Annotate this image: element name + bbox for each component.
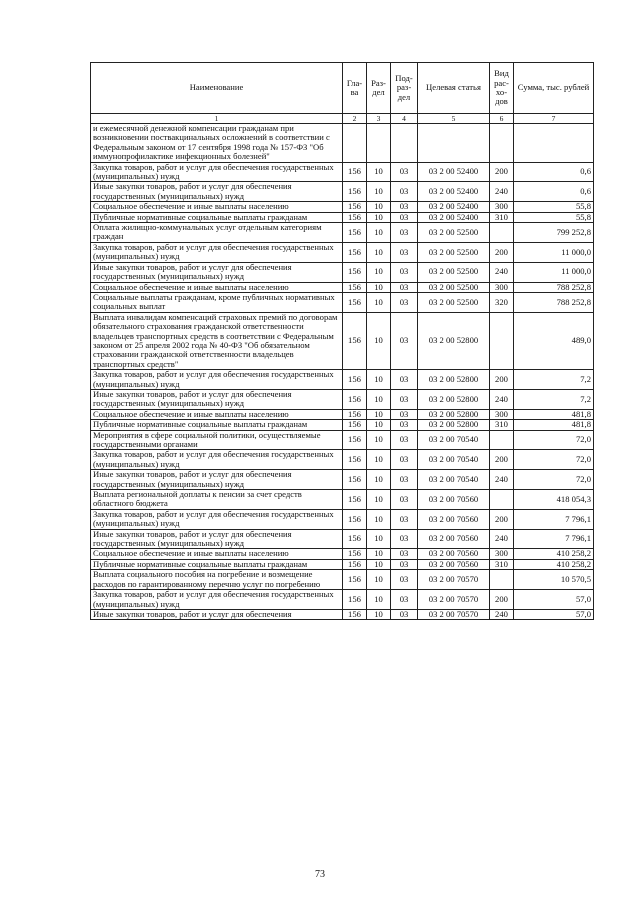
column-number: 4 <box>391 114 418 124</box>
expense-type-cell: 300 <box>490 549 514 559</box>
expense-type-cell: 240 <box>490 262 514 282</box>
subsection-cell: 03 <box>391 292 418 312</box>
sum-cell: 410 258,2 <box>514 559 594 569</box>
chapter-cell: 156 <box>343 162 367 182</box>
row-name-cell: Закупка товаров, работ и услуг для обеспечения государственных (муниципальных) нужд <box>91 242 343 262</box>
row-name-cell: Выплата социального пособия на погребение и возмещение расходов по гарантированному перечню услуг по погребению <box>91 570 343 590</box>
subsection-cell: 03 <box>391 242 418 262</box>
table-row <box>91 609 594 619</box>
row-name-cell: Иные закупки товаров, работ и услуг для обеспечения государственных (муниципальных) нужд <box>91 389 343 409</box>
target-article-cell: 03 2 00 52500 <box>418 282 490 292</box>
section-cell: 10 <box>367 182 391 202</box>
target-article-cell: 03 2 00 70560 <box>418 559 490 569</box>
table-row <box>91 370 594 390</box>
sum-cell <box>514 124 594 163</box>
expense-type-cell: 200 <box>490 590 514 610</box>
subsection-cell: 03 <box>391 389 418 409</box>
header-expense-type: Вид рас-хо-дов <box>490 63 514 114</box>
subsection-cell: 03 <box>391 509 418 529</box>
sum-cell: 72,0 <box>514 430 594 450</box>
sum-cell: 7,2 <box>514 370 594 390</box>
target-article-cell: 03 2 00 52400 <box>418 162 490 182</box>
row-name-cell: Публичные нормативные социальные выплаты гражданам <box>91 420 343 430</box>
section-cell: 10 <box>367 609 391 619</box>
table-row <box>91 124 594 163</box>
row-name-cell: Социальное обеспечение и иные выплаты населению <box>91 282 343 292</box>
expense-type-cell <box>490 312 514 369</box>
section-cell: 10 <box>367 509 391 529</box>
section-cell: 10 <box>367 312 391 369</box>
section-cell: 10 <box>367 450 391 470</box>
section-cell: 10 <box>367 282 391 292</box>
target-article-cell: 03 2 00 70560 <box>418 549 490 559</box>
section-cell: 10 <box>367 549 391 559</box>
target-article-cell: 03 2 00 52500 <box>418 242 490 262</box>
chapter-cell: 156 <box>343 242 367 262</box>
table-row <box>91 559 594 569</box>
row-name-cell: Закупка товаров, работ и услуг для обеспечения государственных (муниципальных) нужд <box>91 590 343 610</box>
table-row <box>91 212 594 222</box>
chapter-cell: 156 <box>343 430 367 450</box>
subsection-cell: 03 <box>391 430 418 450</box>
sum-cell: 788 252,8 <box>514 282 594 292</box>
row-name-cell: Социальные выплаты гражданам, кроме публичных нормативных социальных выплат <box>91 292 343 312</box>
table-row <box>91 570 594 590</box>
target-article-cell: 03 2 00 70570 <box>418 570 490 590</box>
header-sum: Сумма, тыс. рублей <box>514 63 594 114</box>
section-cell: 10 <box>367 490 391 510</box>
row-name-cell: Закупка товаров, работ и услуг для обеспечения государственных (муниципальных) нужд <box>91 162 343 182</box>
subsection-cell: 03 <box>391 590 418 610</box>
section-cell: 10 <box>367 389 391 409</box>
chapter-cell: 156 <box>343 282 367 292</box>
page-number: 73 <box>315 869 325 880</box>
target-article-cell: 03 2 00 70540 <box>418 430 490 450</box>
expense-type-cell: 240 <box>490 470 514 490</box>
budget-table <box>90 62 594 620</box>
sum-cell: 481,8 <box>514 409 594 419</box>
table-row <box>91 430 594 450</box>
chapter-cell: 156 <box>343 312 367 369</box>
table-row <box>91 223 594 243</box>
sum-cell: 7,2 <box>514 389 594 409</box>
expense-type-cell: 200 <box>490 242 514 262</box>
sum-cell: 11 000,0 <box>514 242 594 262</box>
table-row <box>91 450 594 470</box>
expense-type-cell <box>490 570 514 590</box>
chapter-cell: 156 <box>343 470 367 490</box>
subsection-cell: 03 <box>391 202 418 212</box>
expense-type-cell: 200 <box>490 162 514 182</box>
sum-cell: 72,0 <box>514 450 594 470</box>
table-row <box>91 262 594 282</box>
expense-type-cell: 300 <box>490 282 514 292</box>
row-name-cell: Выплата региональной доплаты к пенсии за счет средств областного бюджета <box>91 490 343 510</box>
sum-cell: 10 570,5 <box>514 570 594 590</box>
subsection-cell: 03 <box>391 282 418 292</box>
subsection-cell: 03 <box>391 262 418 282</box>
table-row <box>91 509 594 529</box>
table-row <box>91 490 594 510</box>
table-row <box>91 182 594 202</box>
section-cell: 10 <box>367 430 391 450</box>
chapter-cell: 156 <box>343 609 367 619</box>
chapter-cell: 156 <box>343 559 367 569</box>
subsection-cell: 03 <box>391 182 418 202</box>
target-article-cell <box>418 124 490 163</box>
subsection-cell: 03 <box>391 162 418 182</box>
expense-type-cell <box>490 223 514 243</box>
sum-cell: 0,6 <box>514 162 594 182</box>
expense-type-cell: 240 <box>490 389 514 409</box>
sum-cell: 57,0 <box>514 609 594 619</box>
target-article-cell: 03 2 00 52400 <box>418 202 490 212</box>
table-row <box>91 282 594 292</box>
target-article-cell: 03 2 00 52800 <box>418 420 490 430</box>
target-article-cell: 03 2 00 70570 <box>418 590 490 610</box>
section-cell: 10 <box>367 212 391 222</box>
chapter-cell: 156 <box>343 212 367 222</box>
table-row <box>91 242 594 262</box>
header-target: Целевая статья <box>418 63 490 114</box>
subsection-cell: 03 <box>391 609 418 619</box>
sum-cell: 788 252,8 <box>514 292 594 312</box>
section-cell: 10 <box>367 262 391 282</box>
sum-cell: 55,8 <box>514 202 594 212</box>
row-name-cell: Мероприятия в сфере социальной политики, осуществляемые государственными органами <box>91 430 343 450</box>
table-body <box>91 124 594 620</box>
target-article-cell: 03 2 00 70570 <box>418 609 490 619</box>
row-name-cell: и ежемесячной денежной компенсации гражданам при возникновении поствакцинальных осложнений в соответствии с Федеральным законом от 17 сентября 1998 года № 157-ФЗ "Об иммунопрофилактике инфекционных болезней" <box>91 124 343 163</box>
row-name-cell: Закупка товаров, работ и услуг для обеспечения государственных (муниципальных) нужд <box>91 450 343 470</box>
expense-type-cell: 200 <box>490 450 514 470</box>
chapter-cell: 156 <box>343 389 367 409</box>
target-article-cell: 03 2 00 52500 <box>418 262 490 282</box>
sum-cell: 11 000,0 <box>514 262 594 282</box>
target-article-cell: 03 2 00 52800 <box>418 409 490 419</box>
table-row <box>91 529 594 549</box>
sum-cell: 72,0 <box>514 470 594 490</box>
section-cell: 10 <box>367 292 391 312</box>
section-cell: 10 <box>367 470 391 490</box>
chapter-cell: 156 <box>343 529 367 549</box>
expense-type-cell <box>490 430 514 450</box>
chapter-cell: 156 <box>343 570 367 590</box>
expense-type-cell: 200 <box>490 509 514 529</box>
row-name-cell: Социальное обеспечение и иные выплаты населению <box>91 549 343 559</box>
chapter-cell: 156 <box>343 420 367 430</box>
section-cell: 10 <box>367 570 391 590</box>
row-name-cell: Закупка товаров, работ и услуг для обеспечения государственных (муниципальных) нужд <box>91 370 343 390</box>
column-number: 3 <box>367 114 391 124</box>
subsection-cell: 03 <box>391 490 418 510</box>
target-article-cell: 03 2 00 70560 <box>418 490 490 510</box>
section-cell: 10 <box>367 162 391 182</box>
expense-type-cell <box>490 124 514 163</box>
header-chapter: Гла-ва <box>343 63 367 114</box>
chapter-cell: 156 <box>343 490 367 510</box>
chapter-cell: 156 <box>343 370 367 390</box>
subsection-cell: 03 <box>391 312 418 369</box>
expense-type-cell: 300 <box>490 409 514 419</box>
expense-type-cell: 200 <box>490 370 514 390</box>
expense-type-cell: 310 <box>490 420 514 430</box>
row-name-cell: Публичные нормативные социальные выплаты гражданам <box>91 212 343 222</box>
target-article-cell: 03 2 00 52800 <box>418 312 490 369</box>
subsection-cell: 03 <box>391 409 418 419</box>
header-subsection: Под-раз-дел <box>391 63 418 114</box>
table-row <box>91 162 594 182</box>
sum-cell: 481,8 <box>514 420 594 430</box>
chapter-cell: 156 <box>343 509 367 529</box>
column-numbering-row <box>91 114 594 124</box>
expense-type-cell: 240 <box>490 609 514 619</box>
sum-cell: 7 796,1 <box>514 509 594 529</box>
table-row <box>91 312 594 369</box>
section-cell: 10 <box>367 590 391 610</box>
expense-type-cell: 240 <box>490 182 514 202</box>
table-row <box>91 292 594 312</box>
subsection-cell: 03 <box>391 223 418 243</box>
target-article-cell: 03 2 00 70560 <box>418 509 490 529</box>
target-article-cell: 03 2 00 52800 <box>418 370 490 390</box>
expense-type-cell: 310 <box>490 559 514 569</box>
section-cell: 10 <box>367 420 391 430</box>
section-cell <box>367 124 391 163</box>
target-article-cell: 03 2 00 52500 <box>418 223 490 243</box>
chapter-cell: 156 <box>343 450 367 470</box>
section-cell: 10 <box>367 529 391 549</box>
target-article-cell: 03 2 00 52500 <box>418 292 490 312</box>
row-name-cell: Публичные нормативные социальные выплаты гражданам <box>91 559 343 569</box>
sum-cell: 799 252,8 <box>514 223 594 243</box>
sum-cell: 57,0 <box>514 590 594 610</box>
section-cell: 10 <box>367 223 391 243</box>
table-row <box>91 590 594 610</box>
column-number: 5 <box>418 114 490 124</box>
table-header-row <box>91 63 594 114</box>
chapter-cell: 156 <box>343 202 367 212</box>
sum-cell: 418 054,3 <box>514 490 594 510</box>
subsection-cell: 03 <box>391 212 418 222</box>
table-row <box>91 549 594 559</box>
expense-type-cell: 310 <box>490 212 514 222</box>
expense-type-cell: 240 <box>490 529 514 549</box>
section-cell: 10 <box>367 370 391 390</box>
section-cell: 10 <box>367 409 391 419</box>
column-number: 6 <box>490 114 514 124</box>
target-article-cell: 03 2 00 70540 <box>418 450 490 470</box>
row-name-cell: Социальное обеспечение и иные выплаты населению <box>91 409 343 419</box>
chapter-cell: 156 <box>343 549 367 559</box>
row-name-cell: Иные закупки товаров, работ и услуг для обеспечения государственных (муниципальных) нужд <box>91 182 343 202</box>
subsection-cell: 03 <box>391 549 418 559</box>
header-name: Наименование <box>91 63 343 114</box>
subsection-cell: 03 <box>391 370 418 390</box>
sum-cell: 55,8 <box>514 212 594 222</box>
chapter-cell: 156 <box>343 182 367 202</box>
target-article-cell: 03 2 00 52800 <box>418 389 490 409</box>
row-name-cell: Оплата жилищно-коммунальных услуг отдельным категориям граждан <box>91 223 343 243</box>
row-name-cell: Иные закупки товаров, работ и услуг для обеспечения государственных (муниципальных) нужд <box>91 529 343 549</box>
section-cell: 10 <box>367 202 391 212</box>
target-article-cell: 03 2 00 70540 <box>418 470 490 490</box>
subsection-cell: 03 <box>391 529 418 549</box>
chapter-cell: 156 <box>343 292 367 312</box>
row-name-cell: Выплата инвалидам компенсаций страховых премий по договорам обязательного страхования гражданской ответственности владельцев транспортных средств в соответствии с Федеральным законом от 25 апреля 2002 года № 40-ФЗ "Об обязательном страховании гражданской ответственности владельцев транспортных средств" <box>91 312 343 369</box>
sum-cell: 410 258,2 <box>514 549 594 559</box>
target-article-cell: 03 2 00 70560 <box>418 529 490 549</box>
chapter-cell: 156 <box>343 409 367 419</box>
section-cell: 10 <box>367 559 391 569</box>
header-section: Раз-дел <box>367 63 391 114</box>
table-row <box>91 420 594 430</box>
row-name-cell: Закупка товаров, работ и услуг для обеспечения государственных (муниципальных) нужд <box>91 509 343 529</box>
sum-cell: 7 796,1 <box>514 529 594 549</box>
column-number: 1 <box>91 114 343 124</box>
subsection-cell: 03 <box>391 470 418 490</box>
row-name-cell: Иные закупки товаров, работ и услуг для обеспечения государственных (муниципальных) нужд <box>91 262 343 282</box>
row-name-cell: Иные закупки товаров, работ и услуг для обеспечения <box>91 609 343 619</box>
expense-type-cell: 320 <box>490 292 514 312</box>
table-row <box>91 202 594 212</box>
subsection-cell: 03 <box>391 450 418 470</box>
sum-cell: 0,6 <box>514 182 594 202</box>
chapter-cell <box>343 124 367 163</box>
expense-type-cell <box>490 490 514 510</box>
subsection-cell: 03 <box>391 559 418 569</box>
table-row <box>91 409 594 419</box>
row-name-cell: Социальное обеспечение и иные выплаты населению <box>91 202 343 212</box>
subsection-cell <box>391 124 418 163</box>
table-row <box>91 470 594 490</box>
column-number: 2 <box>343 114 367 124</box>
row-name-cell: Иные закупки товаров, работ и услуг для обеспечения государственных (муниципальных) нужд <box>91 470 343 490</box>
subsection-cell: 03 <box>391 420 418 430</box>
sum-cell: 489,0 <box>514 312 594 369</box>
table-row <box>91 389 594 409</box>
target-article-cell: 03 2 00 52400 <box>418 182 490 202</box>
chapter-cell: 156 <box>343 590 367 610</box>
target-article-cell: 03 2 00 52400 <box>418 212 490 222</box>
section-cell: 10 <box>367 242 391 262</box>
chapter-cell: 156 <box>343 223 367 243</box>
subsection-cell: 03 <box>391 570 418 590</box>
column-number: 7 <box>514 114 594 124</box>
chapter-cell: 156 <box>343 262 367 282</box>
expense-type-cell: 300 <box>490 202 514 212</box>
